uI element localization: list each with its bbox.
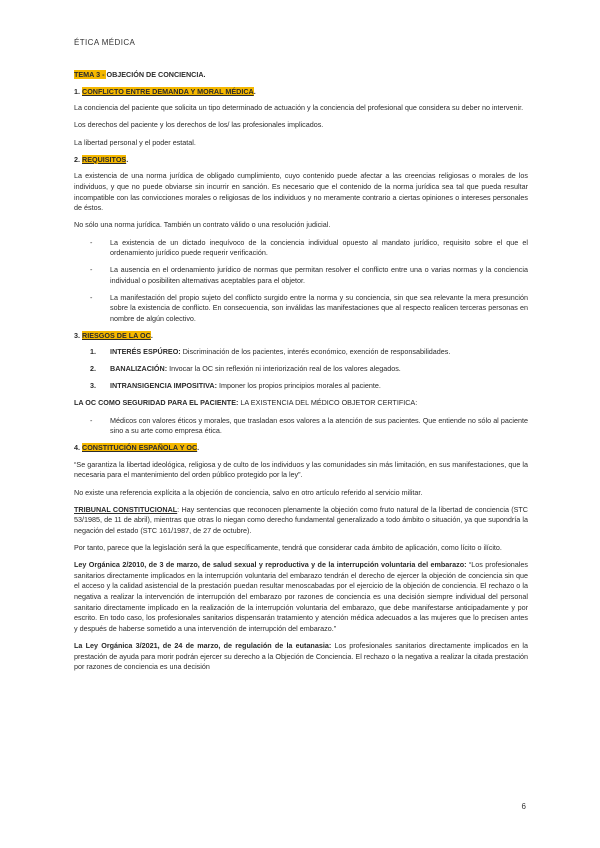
section-3-title: RIESGOS DE LA OC [82, 330, 151, 340]
constitution-quote: “Se garantiza la libertad ideológica, religiosa y de culto de los individuos y las comunidades sin más limitación, en sus manifestaciones, que la necesaria para el mantenimiento del orden público protegido por la ley”. [74, 459, 528, 480]
section-4-heading: 4. CONSTITUCIÓN ESPAÑOLA Y OC. [74, 443, 200, 453]
tribunal-paragraph: TRIBUNAL CONSTITUCIONAL: Hay sentencias que reconocen plenamente la objeción como fruto natural de la libertad de conciencia (STC 53/1985, de 11 de abril), mientras que otras lo niegan como derecho fundamental generalizado a todo ámbito o situación, ya que supondría la negación del estado (STC 161/1987, de 27 de octubre). [74, 504, 528, 535]
section-1-heading: 1. CONFLICTO ENTRE DEMANDA Y MORAL MÉDICA. [74, 86, 256, 96]
section-2-paragraph: No sólo una norma jurídica. También un contrato válido o una resolución judicial. [74, 220, 331, 230]
ley-2010-paragraph: Ley Orgánica 2/2010, de 3 de marzo, de salud sexual y reproductiva y de la interrupción voluntaria del embarazo: “Los profesionales sanitarios directamente implicados en la interrupción voluntaria del embarazo tendrán el derecho de ejercer la objeción de conciencia sin que el acceso y la calidad asistencial de la prestación puedan resultar menoscabadas por el ejercicio de la objeción de conciencia. El rechazo o la negativa a realizar la intervención de interrupción del embarazo por razones de conciencia es una decisión siempre individual del personal sanitario directamente implicado en la realización de la interrupción voluntaria del embarazo, que debe manifestarse anticipadamente y por escrito. En todo caso, los profesionales sanitarios dispensarán tratamiento y atención médica adecuados a las mujeres que lo precisen antes y después de haberse sometido a una intervención de interrupción del embarazo.” [74, 560, 528, 633]
list-item: 2. BANALIZACIÓN: Invocar la OC sin reflexión ni interiorización real de los valores alegados. [90, 364, 401, 374]
list-item: - La ausencia en el ordenamiento jurídico de normas que permitan resolver el conflicto entre una o varias normas y la conciencia individual o posibiliten alternativas aceptables para el objetor. [110, 265, 528, 286]
section-1-title: CONFLICTO ENTRE DEMANDA Y MORAL MÉDICA [82, 86, 254, 96]
section-1-paragraph: La conciencia del paciente que solicita un tipo determinado de actuación y la conciencia del profesional que considera su deber no intervenir. [74, 103, 524, 113]
tema-label: TEMA 3 - [74, 70, 107, 79]
section-2-title: REQUISITOS [82, 154, 127, 164]
section-2-heading: 2. REQUISITOS. [74, 154, 129, 164]
list-item: - La manifestación del propio sujeto del conflicto surgido entre la norma y su conciencia, sin que sea relevante la mera presunción sobre la existencia de conflicto. En consecuencia, son inválidas las manifestaciones que al respecto realicen terceras personas en nombre de algún colectivo. [110, 293, 528, 325]
section-3-heading: 3. RIESGOS DE LA OC. [74, 330, 153, 340]
riesgos-list [74, 347, 528, 392]
requisitos-list [74, 238, 528, 325]
list-item: 1. INTERÉS ESPÚREO: Discriminación de los pacientes, interés económico, exención de responsabilidades. [90, 347, 451, 357]
section-4-paragraph: No existe una referencia explícita a la objeción de conciencia, salvo en otro artículo referido al servicio militar. [74, 487, 423, 497]
list-item: - Médicos con valores éticos y morales, que trasladan esos valores a la atención de sus pacientes. Que entiende no sólo al paciente sino a su arte como empresa ética. [110, 416, 528, 437]
list-item: 3. INTRANSIGENCIA IMPOSITIVA: Imponer los propios principios morales al paciente. [90, 381, 381, 391]
section-4-title: CONSTITUCIÓN ESPAÑOLA Y OC [82, 443, 198, 453]
page-header: ÉTICA MÉDICA [74, 38, 136, 47]
seguridad-paragraph: LA OC COMO SEGURIDAD PARA EL PACIENTE: LA EXISTENCIA DEL MÉDICO OBJETOR CERTIFICA: [74, 398, 418, 408]
tema-title [74, 70, 528, 81]
section-4-paragraph: Por tanto, parece que la legislación será la que específicamente, tendrá que considerar cada ámbito de aplicación, como lícito o ilícito. [74, 543, 502, 553]
section-2-paragraph: La existencia de una norma jurídica de obligado cumplimiento, cuyo contenido puede afectar a las creencias religiosas o morales de los individuos, y que no puede obviarse sin incurrir en sanción. Es necesario que el contenido de la norma jurídica sea tal que pueda resultar incompatible con las convicciones morales o religiosas de los individuos y no meramente contrario a ciertas opiniones o intereses personales de éstos. [74, 171, 528, 213]
section-1-paragraph: La libertad personal y el poder estatal. [74, 137, 196, 147]
document-body [74, 70, 528, 679]
list-item: - La existencia de un dictado inequívoco de la conciencia individual opuesto al mandato jurídico, requisito sobre el que el ordenamiento jurídico puede requerir verificación. [110, 238, 528, 259]
ley-2021-paragraph: La Ley Orgánica 3/2021, de 24 de marzo, de regulación de la eutanasia: Los profesionales sanitarios directamente implicados en la prestación de ayuda para morir podrán ejercer su derecho a la Objeción de Conciencia. El rechazo o la negativa a realizar la citada prestación por razones de conciencia es una decisión [74, 641, 528, 672]
tema-text: OBJECIÓN DE CONCIENCIA. [106, 70, 206, 79]
seguridad-list [74, 416, 528, 437]
section-1-paragraph: Los derechos del paciente y los derechos de los/ las profesionales implicados. [74, 120, 324, 130]
page-number: 6 [521, 802, 526, 811]
